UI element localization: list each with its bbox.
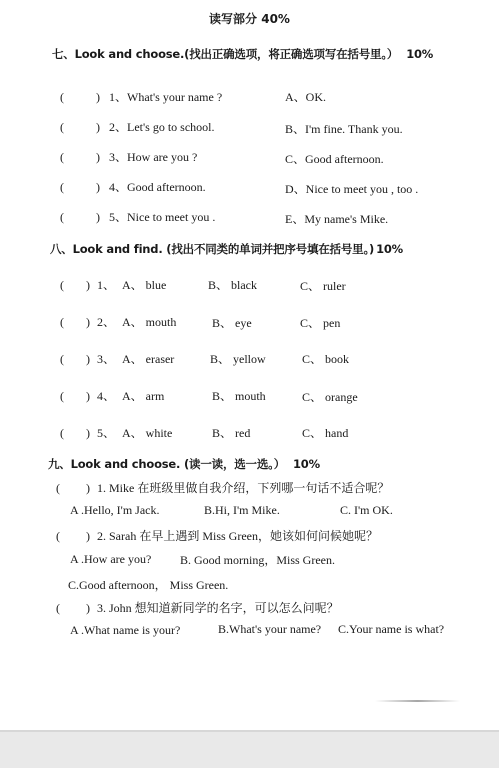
item-number: 3、 <box>109 150 128 164</box>
answer-blank-open[interactable]: ( <box>60 278 64 292</box>
option-b: B.Hi, I'm Mike. <box>204 503 280 517</box>
answer-blank-open[interactable]: ( <box>56 481 60 495</box>
answer-blank-open[interactable]: ( <box>60 389 64 403</box>
answer-blank-close: ) <box>86 389 90 403</box>
answer-blank-open[interactable]: ( <box>60 120 64 134</box>
question-text: 2. Sarah 在早上遇到 Miss Green，她该如何问候她呢？ <box>97 529 378 543</box>
item-number: 5、 <box>109 210 128 224</box>
item-answer: A、OK. <box>285 90 326 104</box>
item-question: Nice to meet you . <box>127 210 216 224</box>
option-a: A、 arm <box>122 389 165 403</box>
option-b: B. Good morning，Miss Green. <box>180 553 335 567</box>
option-a: A、 mouth <box>122 315 177 329</box>
item-question: What's your name ? <box>127 90 223 104</box>
question-text: 3. John 想知道新同学的名字，可以怎么问呢？ <box>97 601 339 615</box>
option-c: C、 pen <box>300 316 341 330</box>
option-c: C、 orange <box>302 390 358 404</box>
item-number: 1、 <box>97 278 116 292</box>
list-item <box>60 276 115 293</box>
list-item <box>60 424 115 441</box>
option-b: B、 black <box>208 278 257 292</box>
option-c: C、 book <box>302 352 350 366</box>
option-c: C.Good afternoon， Miss Green. <box>68 578 229 592</box>
item-question: How are you ? <box>127 150 198 164</box>
answer-blank-close: ) <box>86 426 90 440</box>
item-answer: C、Good afternoon. <box>285 152 384 166</box>
answer-blank-open[interactable]: ( <box>60 426 64 440</box>
option-c: C. I'm OK. <box>340 503 393 517</box>
option-a: A .What name is your? <box>70 623 181 637</box>
answer-blank-close: ) <box>86 481 90 495</box>
option-b: B、 mouth <box>212 389 266 403</box>
answer-blank-close: ) <box>86 529 90 543</box>
item-number: 3、 <box>97 352 116 366</box>
page-title: 读写部分 40% <box>209 12 290 26</box>
section-7-heading <box>52 46 433 62</box>
answer-blank-open[interactable]: ( <box>60 150 64 164</box>
option-b: B、 eye <box>212 316 252 330</box>
section-7-heading-text: 七、Look and choose.(找出正确选项，将正确选项写在括号里。） <box>52 47 399 61</box>
scan-smudge <box>375 700 460 702</box>
option-b: B、 red <box>212 426 251 440</box>
answer-blank-open[interactable]: ( <box>60 180 64 194</box>
list-item <box>60 118 215 135</box>
option-b: B.What's your name? <box>218 622 322 636</box>
answer-blank-open[interactable]: ( <box>56 529 60 543</box>
answer-blank-close: ) <box>86 278 90 292</box>
answer-blank-close: ) <box>96 150 100 164</box>
option-c: C.Your name is what? <box>338 622 445 636</box>
option-c: C、 hand <box>302 426 349 440</box>
option-a: A、 white <box>122 426 173 440</box>
item-number: 1、 <box>109 90 128 104</box>
option-a: A、 eraser <box>122 352 175 366</box>
item-number: 4、 <box>97 389 116 403</box>
list-item <box>60 208 215 225</box>
item-question: Let's go to school. <box>127 120 215 134</box>
option-b: B、 yellow <box>210 352 266 366</box>
item-number: 5、 <box>97 426 116 440</box>
item-number: 2、 <box>109 120 128 134</box>
option-a: A .Hello, I'm Jack. <box>70 503 160 517</box>
question-2 <box>56 527 378 544</box>
question-text: 1. Mike 在班级里做自我介绍，下列哪一句话不适合呢？ <box>97 481 390 495</box>
option-a: A、 blue <box>122 278 167 292</box>
question-1 <box>56 479 389 496</box>
section-8-heading <box>50 241 403 257</box>
answer-blank-close: ) <box>86 601 90 615</box>
section-8-percent: 10% <box>376 242 403 256</box>
list-item <box>60 387 115 404</box>
item-number: 4、 <box>109 180 128 194</box>
item-answer: D、Nice to meet you , too . <box>285 182 419 196</box>
list-item <box>60 88 222 105</box>
question-3 <box>56 599 339 616</box>
answer-blank-open[interactable]: ( <box>60 315 64 329</box>
answer-blank-open[interactable]: ( <box>60 210 64 224</box>
answer-blank-open[interactable]: ( <box>60 352 64 366</box>
item-number: 2、 <box>97 315 116 329</box>
list-item <box>60 350 115 367</box>
section-9-heading <box>48 456 320 472</box>
section-8-heading-text: 八、Look and find. (找出不同类的单词并把序号填在括号里。) <box>50 242 375 256</box>
answer-blank-close: ) <box>86 315 90 329</box>
list-item <box>60 178 206 195</box>
section-9-heading-text: 九、Look and choose. (读一读，选一选。） <box>48 457 285 471</box>
answer-blank-close: ) <box>96 120 100 134</box>
option-c: C、 ruler <box>300 279 346 293</box>
answer-blank-close: ) <box>96 180 100 194</box>
viewer-background <box>0 732 499 768</box>
section-9-percent: 10% <box>293 457 320 471</box>
answer-blank-close: ) <box>96 210 100 224</box>
list-item <box>60 148 197 165</box>
section-7-percent: 10% <box>406 47 434 61</box>
answer-blank-open[interactable]: ( <box>56 601 60 615</box>
answer-blank-close: ) <box>86 352 90 366</box>
list-item <box>60 313 115 330</box>
answer-blank-open[interactable]: ( <box>60 90 64 104</box>
option-a: A .How are you? <box>70 552 152 566</box>
item-question: Good afternoon. <box>127 180 206 194</box>
item-answer: B、I'm fine. Thank you. <box>285 122 403 136</box>
answer-blank-close: ) <box>96 90 100 104</box>
item-answer: E、My name's Mike. <box>285 212 389 226</box>
